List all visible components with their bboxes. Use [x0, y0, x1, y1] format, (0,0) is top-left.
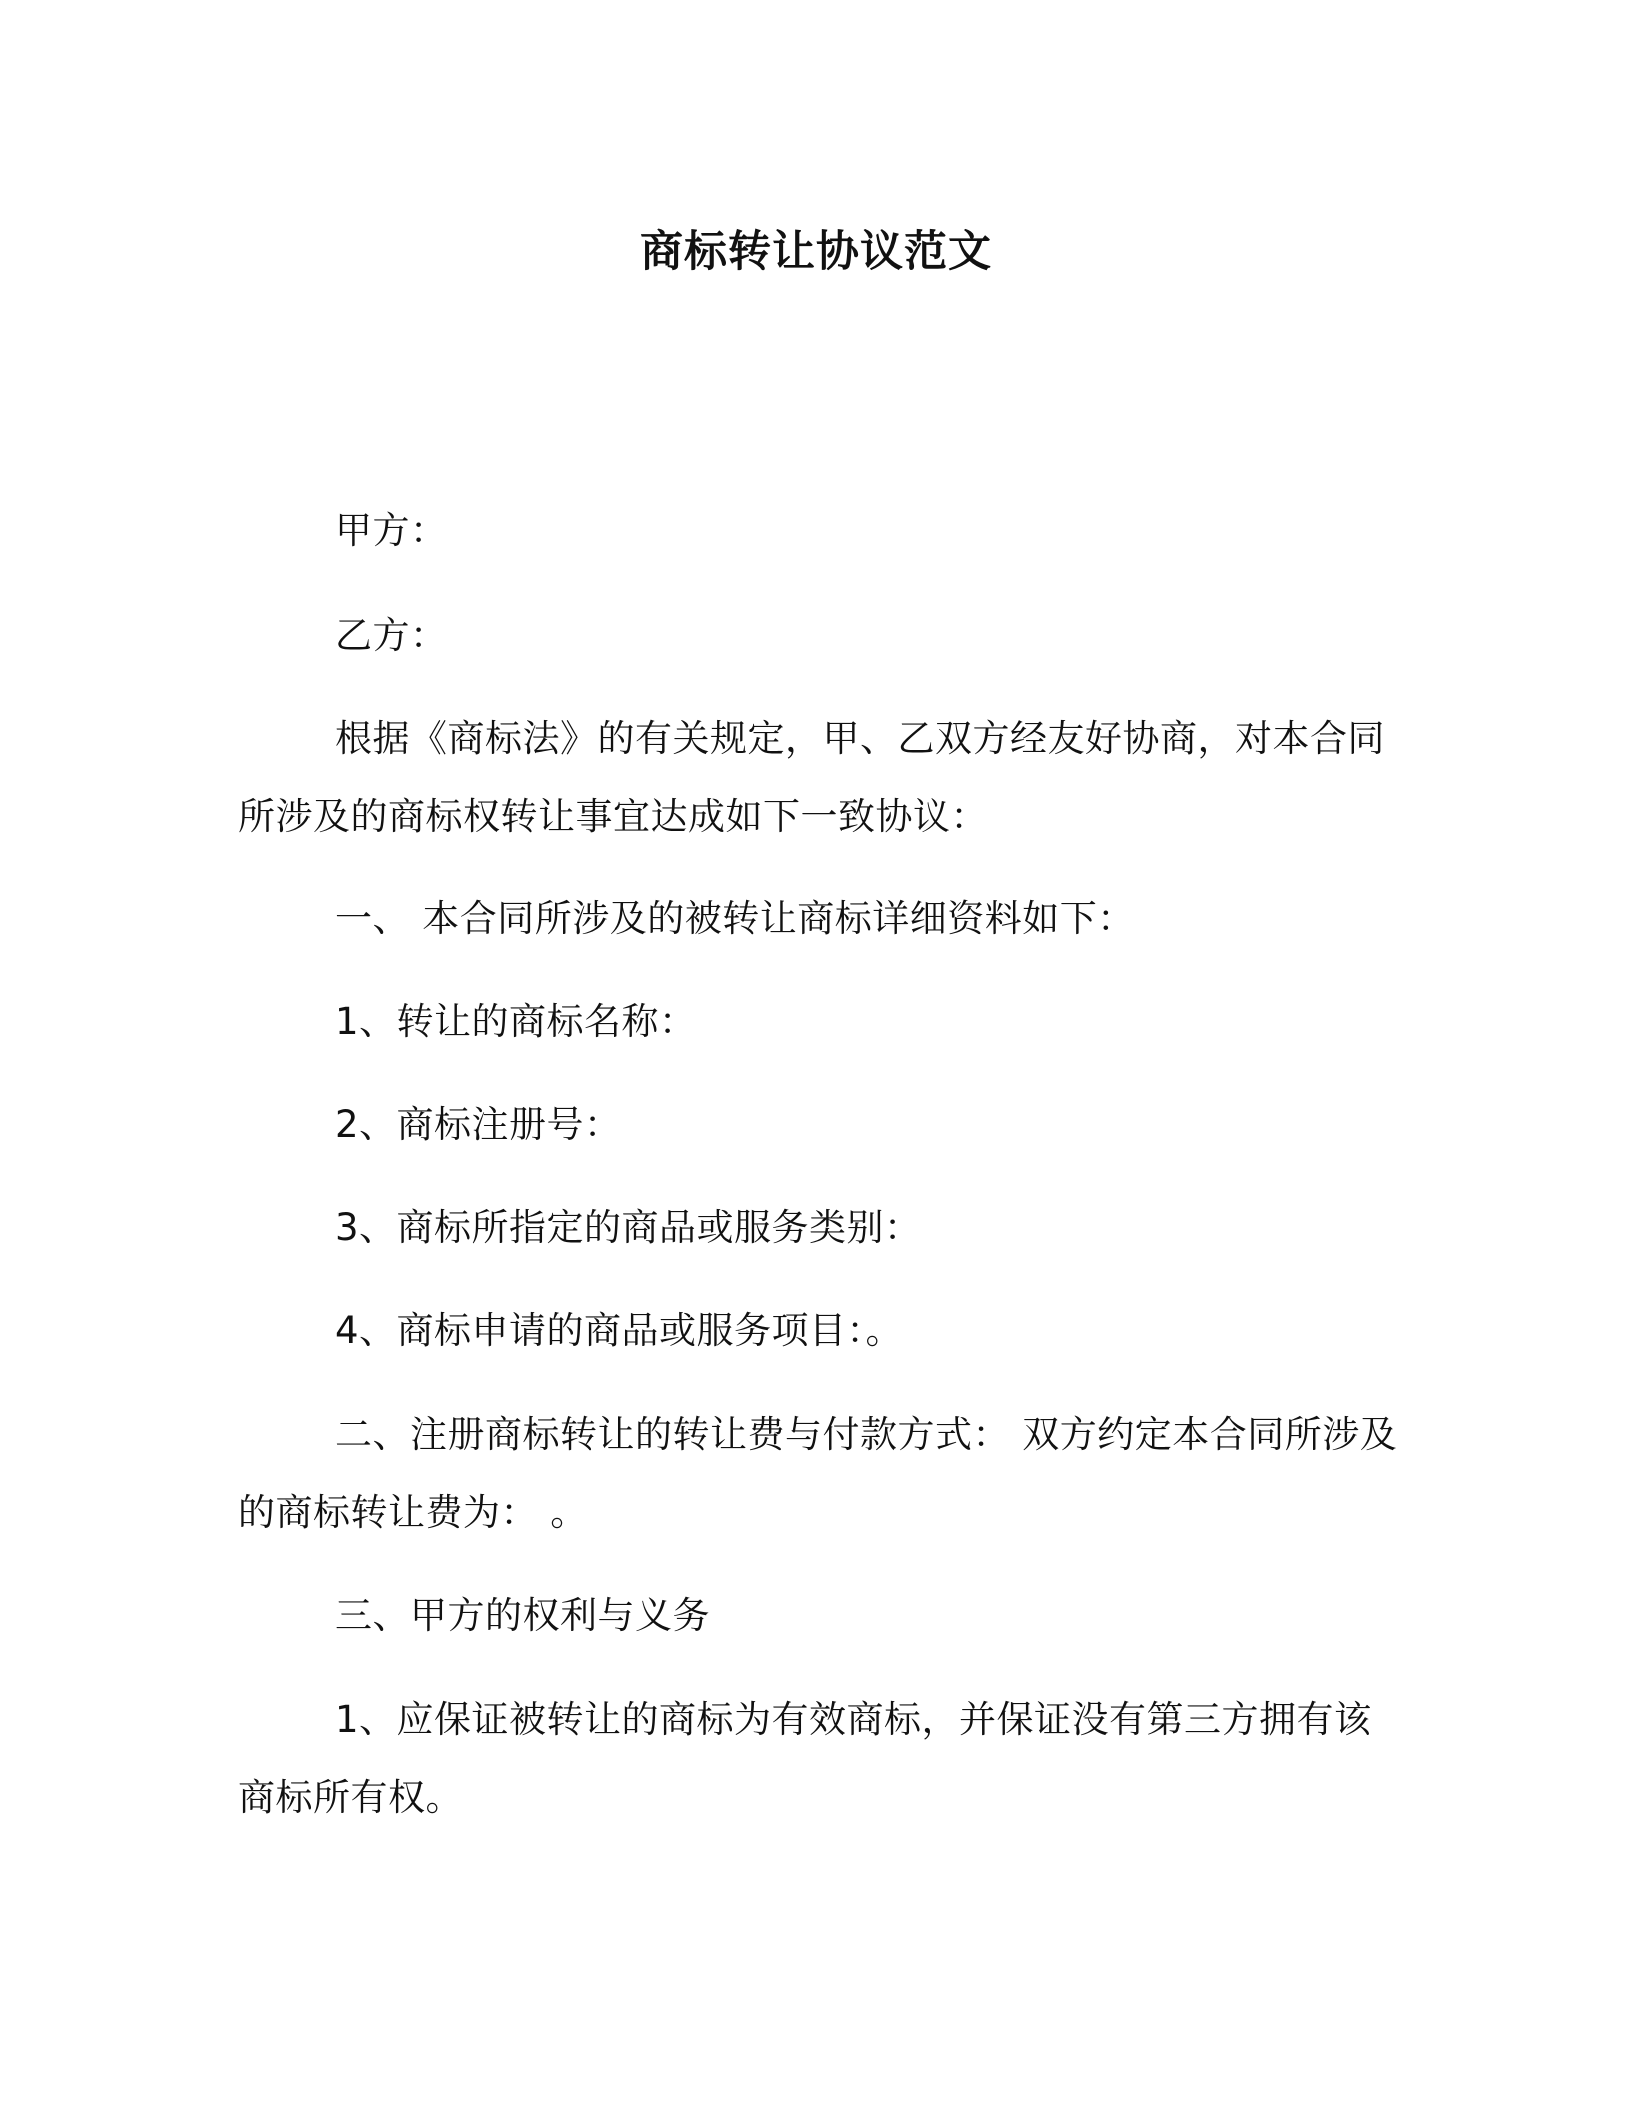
item-3-goods-class: 3、商标所指定的商品或服务类别： [335, 1206, 922, 1249]
party-a-line: 甲方： [335, 509, 448, 552]
item-4-goods-items: 4、商标申请的商品或服务项目：。 [335, 1309, 904, 1352]
item-2-registration-number: 2、商标注册号： [335, 1103, 622, 1146]
section-1-heading: 一、 本合同所涉及的被转让商标详细资料如下： [335, 897, 1135, 940]
preamble-paragraph: 根据《商标法》的有关规定，甲、乙双方经友好协商，对本合同所涉及的商标权转让事宜达成如下一致协议： [238, 717, 1385, 838]
item-1-trademark-name: 1、转让的商标名称： [335, 1000, 697, 1043]
document-title: 商标转让协议范文 [640, 227, 992, 277]
section-3-item-1: 1、应保证被转让的商标为有效商标，并保证没有第三方拥有该商标所有权。 [238, 1698, 1372, 1819]
party-b-line: 乙方： [335, 614, 448, 657]
section-2-paragraph: 二、注册商标转让的转让费与付款方式： 双方约定本合同所涉及的商标转让费为： 。 [238, 1413, 1398, 1534]
section-3-heading: 三、甲方的权利与义务 [335, 1594, 710, 1637]
